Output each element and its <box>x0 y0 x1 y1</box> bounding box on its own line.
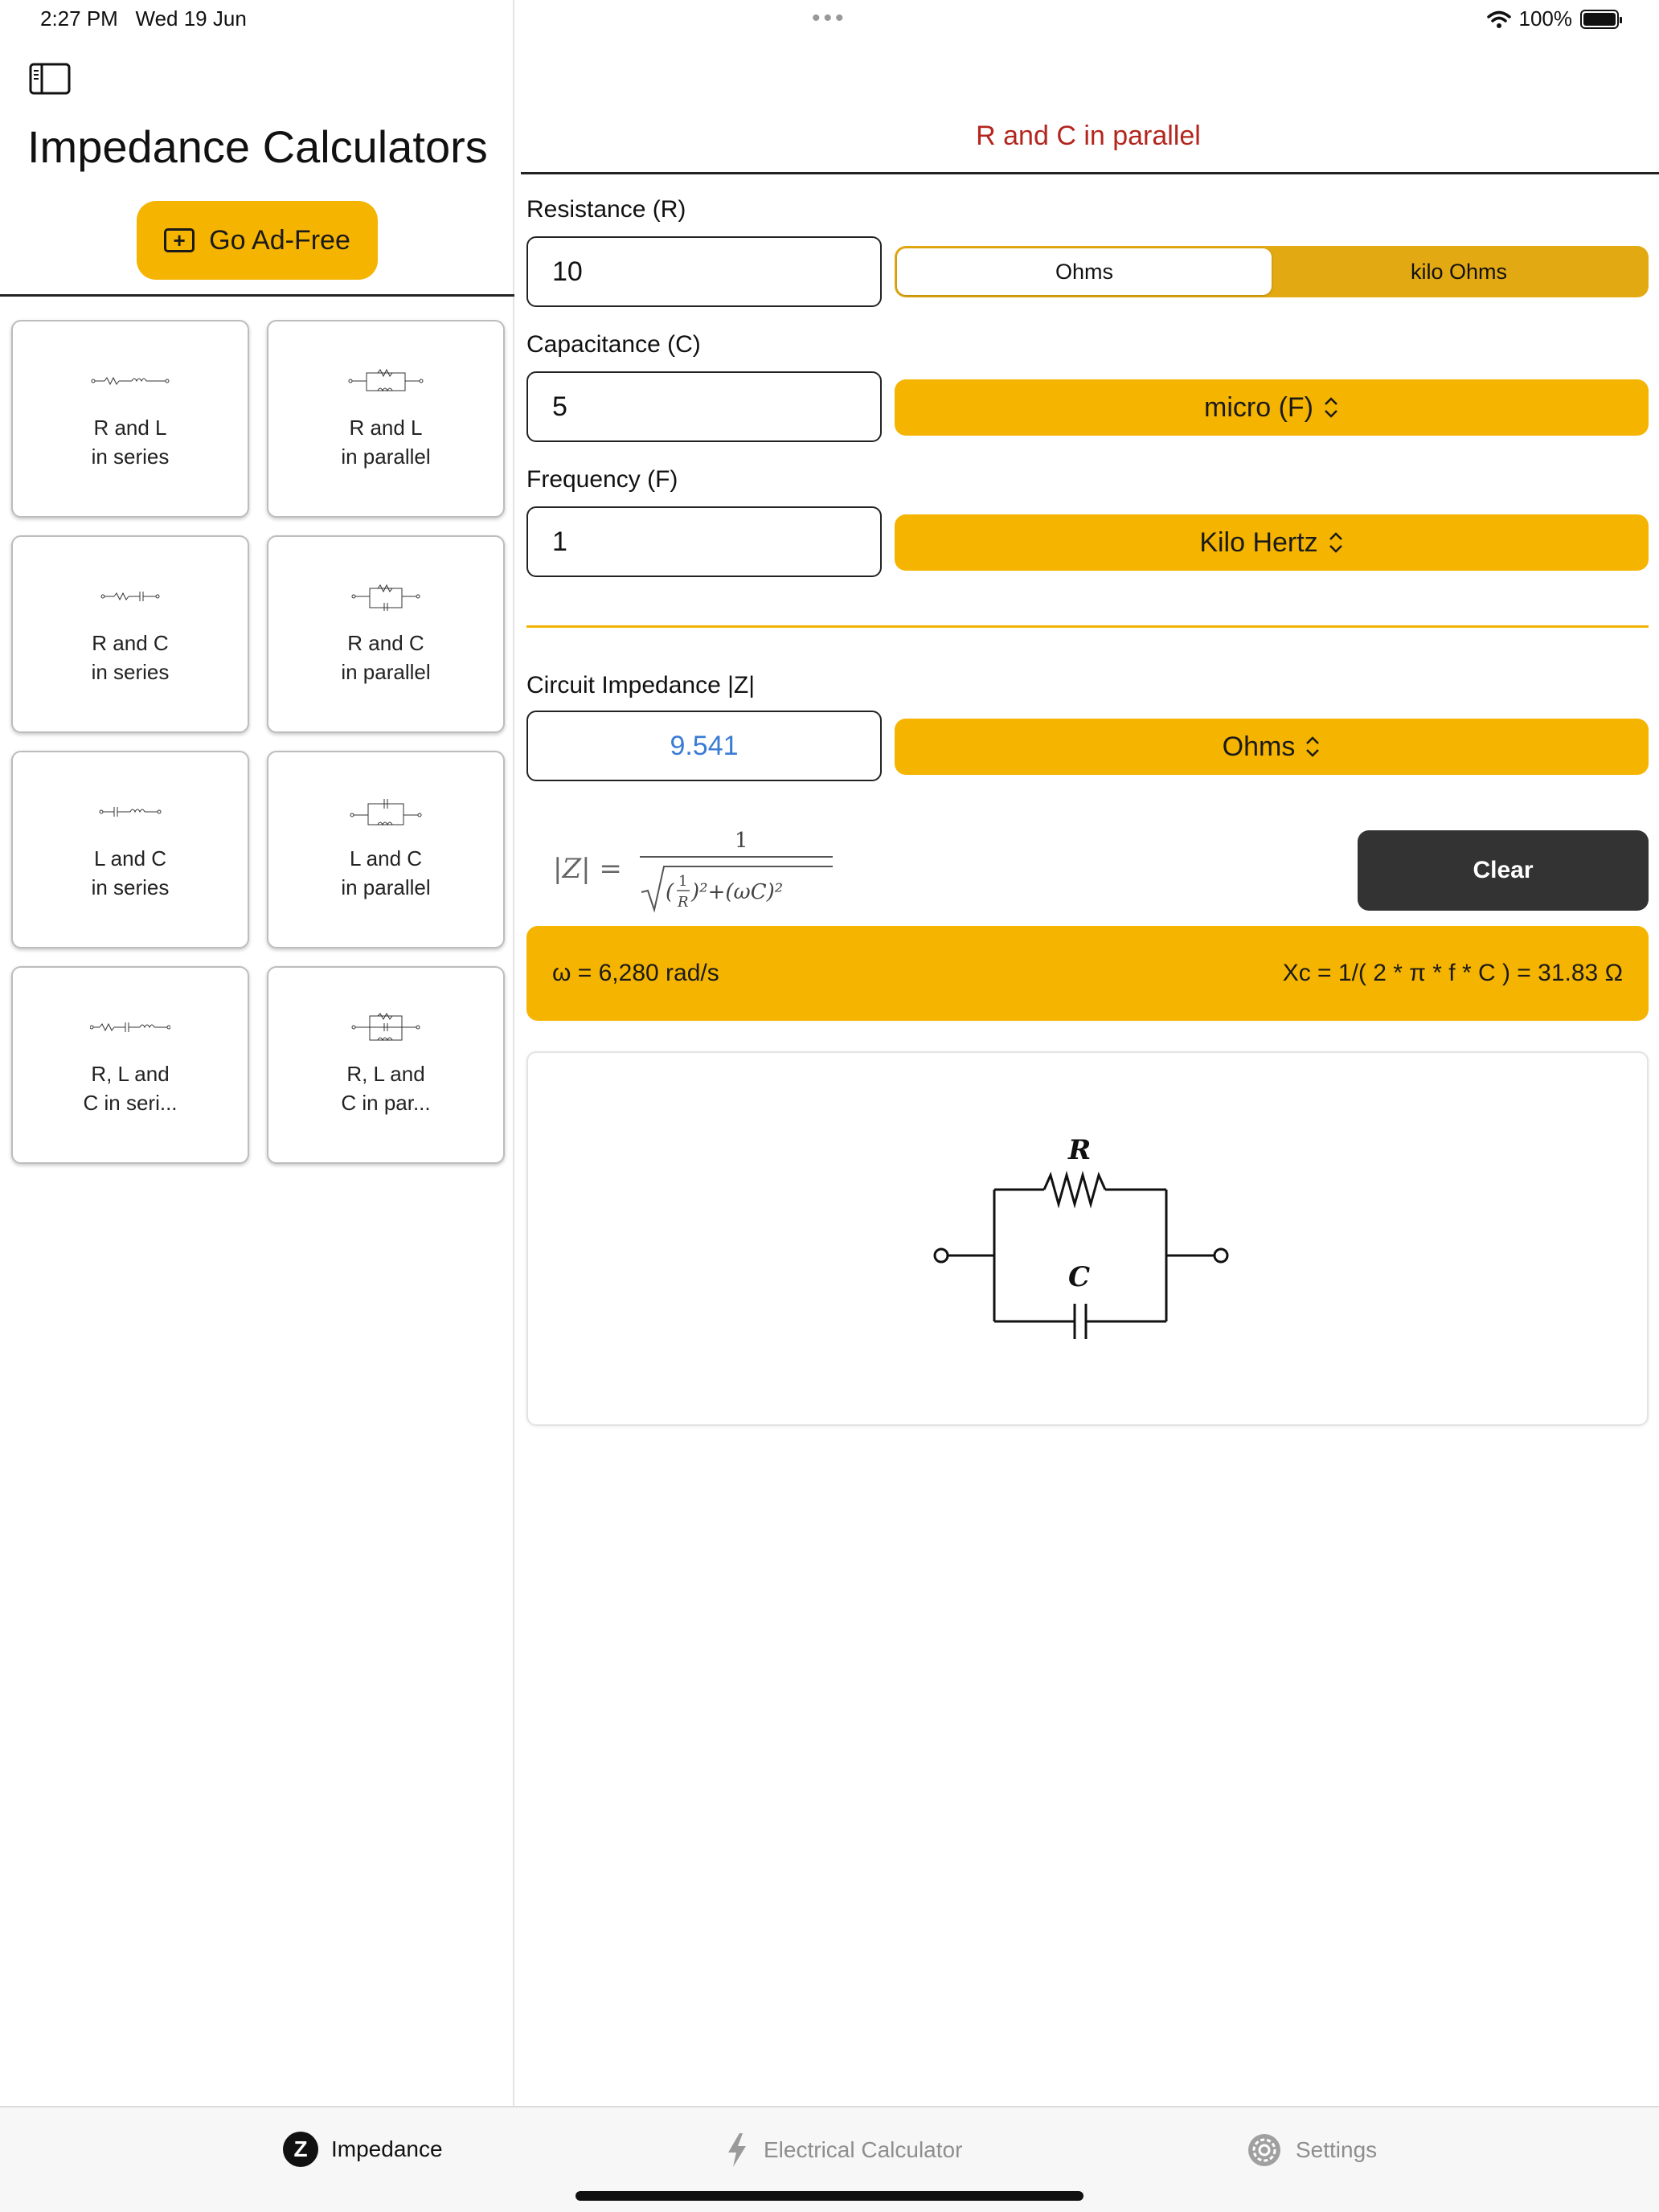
card-rl-series[interactable] <box>11 320 249 518</box>
frequency-input[interactable]: 1 <box>526 506 882 577</box>
card-lc-parallel[interactable] <box>267 751 505 948</box>
impedance-unit-picker[interactable] <box>895 719 1649 775</box>
go-ad-free-button[interactable] <box>137 201 378 280</box>
unit-ohms-segment[interactable]: Ohms <box>897 248 1272 295</box>
resistance-unit-segmented <box>895 246 1649 297</box>
home-indicator <box>576 2191 1083 2201</box>
chevron-up-down-icon <box>1323 395 1339 420</box>
sidebar <box>0 0 514 2106</box>
impedance-unit-label: Ohms <box>1222 731 1296 762</box>
capacitance-input[interactable]: 5 <box>526 371 882 442</box>
tab-electrical-calculator[interactable] <box>723 2132 962 2169</box>
omega-text: ω = 6,280 rad/s <box>552 960 719 986</box>
capacitance-label: Capacitance (C) <box>526 331 701 358</box>
clear-button[interactable]: Clear <box>1358 830 1649 911</box>
tab-bar <box>0 2106 1659 2212</box>
formula-den-frac-num: 1 <box>678 873 688 890</box>
gear-icon <box>1246 2132 1283 2169</box>
card-rlc-series[interactable] <box>11 966 249 1164</box>
chevron-up-down-icon <box>1305 735 1321 759</box>
card-label: L and C in parallel <box>341 846 431 899</box>
card-label: R and C in parallel <box>341 631 431 684</box>
impedance-formula <box>553 820 842 916</box>
status-time: 2:27 PM Wed 19 Jun <box>40 6 247 31</box>
frequency-unit-label: Kilo Hertz <box>1199 526 1318 558</box>
formula-lhs: |Z| = <box>553 853 622 885</box>
impedance-label: Circuit Impedance |Z| <box>526 672 756 698</box>
tab-electrical-label: Electrical Calculator <box>764 2137 963 2162</box>
plus-square-icon: + <box>164 228 195 252</box>
circuit-diagram-card <box>526 1051 1649 1426</box>
formula-numerator: 1 <box>735 829 748 853</box>
section-divider <box>526 625 1649 628</box>
frequency-label: Frequency (F) <box>526 466 678 493</box>
multitasking-dots[interactable]: ••• <box>812 5 847 31</box>
lc-series-icon <box>90 797 170 826</box>
calculator-grid <box>11 320 505 1164</box>
impedance-result: 9.541 <box>526 711 882 781</box>
title-divider <box>521 172 1659 174</box>
chevron-up-down-icon <box>1328 530 1344 555</box>
lightning-bolt-icon <box>723 2132 751 2169</box>
xc-text: Xc = 1/( 2 * π * f * C ) = 31.83 Ω <box>1282 960 1623 986</box>
card-rlc-parallel[interactable] <box>267 966 505 1164</box>
card-label: R, L and C in par... <box>341 1062 431 1115</box>
calculation-info-bar <box>526 926 1649 1021</box>
formula-den-paren-open: ( <box>666 880 674 904</box>
calculator-detail <box>518 0 1659 2106</box>
rl-series-icon <box>90 367 170 395</box>
sidebar-divider <box>0 294 514 297</box>
tab-settings[interactable] <box>1246 2132 1377 2169</box>
card-rc-parallel[interactable] <box>267 535 505 733</box>
rl-parallel-icon <box>346 367 426 395</box>
formula-den-rest: )²+(ωC)² <box>691 880 784 904</box>
rc-series-icon <box>90 582 170 611</box>
battery-percent: 100% <box>1518 6 1572 31</box>
sidebar-toggle-icon[interactable] <box>29 63 71 95</box>
capacitance-unit-label: micro (F) <box>1204 391 1313 423</box>
diagram-c-label: C <box>1068 1261 1091 1293</box>
capacitance-unit-picker[interactable] <box>895 379 1649 436</box>
frequency-unit-picker[interactable] <box>895 514 1649 571</box>
resistance-input[interactable]: 10 <box>526 236 882 307</box>
rlc-parallel-icon <box>346 1013 426 1042</box>
lc-parallel-icon <box>346 797 426 826</box>
resistance-label: Resistance (R) <box>526 196 686 223</box>
rlc-series-icon <box>90 1013 170 1042</box>
card-lc-series[interactable] <box>11 751 249 948</box>
tab-impedance-label: Impedance <box>331 2136 443 2161</box>
card-label: R, L and C in seri... <box>83 1062 178 1115</box>
card-rl-parallel[interactable] <box>267 320 505 518</box>
formula-den-frac-den: R <box>678 894 689 911</box>
card-label: R and L in series <box>91 416 170 469</box>
card-label: R and L in parallel <box>341 416 431 469</box>
page-title: R and C in parallel <box>976 121 1201 151</box>
unit-kilo-ohms-segment[interactable]: kilo Ohms <box>1410 259 1508 284</box>
card-label: R and C in series <box>91 631 170 684</box>
tab-impedance[interactable] <box>283 2132 443 2167</box>
sidebar-title: Impedance Calculators <box>27 121 488 172</box>
card-rc-series[interactable] <box>11 535 249 733</box>
tab-settings-label: Settings <box>1296 2137 1378 2162</box>
rc-parallel-icon <box>346 582 426 611</box>
impedance-z-icon: Z <box>283 2132 318 2167</box>
rc-parallel-circuit-diagram <box>930 1130 1251 1355</box>
go-ad-free-label: Go Ad-Free <box>209 224 350 256</box>
diagram-r-label: R <box>1068 1134 1092 1166</box>
card-label: L and C in series <box>91 846 170 899</box>
